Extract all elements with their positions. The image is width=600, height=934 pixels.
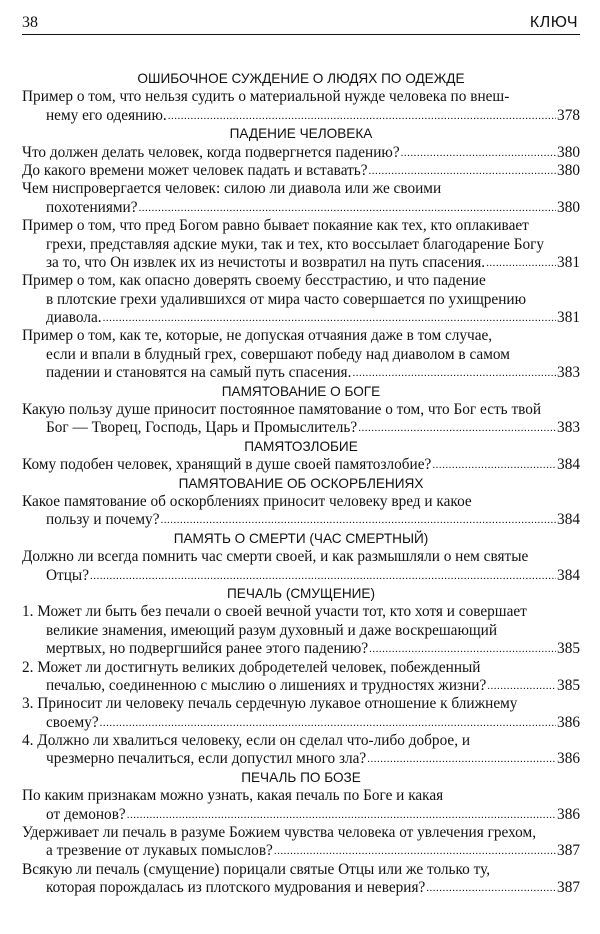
entry-line: [22, 88, 580, 106]
entry-page-number: 381: [557, 253, 580, 271]
running-title: КЛЮЧ: [529, 14, 578, 31]
entry-line: [22, 180, 580, 198]
entry-text: великие знамения, имеющий разум духовный и даже воскрешающий: [46, 621, 498, 639]
entry-page-number: 386: [557, 805, 580, 823]
dot-leader: [358, 419, 556, 437]
entry-line: [22, 511, 580, 529]
dot-leader: [432, 456, 556, 474]
entry-text: Должно ли всегда помнить час смерти своей, и как размышляли о нем святые: [22, 548, 529, 566]
entry-page-number: 378: [557, 106, 580, 124]
entry-text: Какое памятование об оскорблениях приносит человеку вред и какое: [22, 492, 472, 510]
entry-text: Пример о том, что нельзя судить о материальной нужде человека по внеш-: [22, 88, 510, 106]
entry-text: за то, что Он извлек их из нечистоты и возвратил на путь спасения.: [46, 253, 486, 271]
entry-line: [22, 548, 580, 566]
toc-section: [22, 769, 580, 898]
section-heading: ПАДЕНИЕ ЧЕЛОВЕКА: [229, 126, 373, 142]
dot-leader: [369, 640, 556, 658]
toc-entry: [22, 695, 580, 732]
entry-text: мертвых, но подвергшийся ранее этого падению?: [46, 640, 369, 658]
toc-entry: [22, 861, 580, 898]
entry-line: [22, 456, 580, 474]
entry-text: падении и становятся на самый путь спасения.: [46, 364, 352, 382]
entry-line: [22, 787, 580, 805]
entry-page-number: 385: [557, 676, 580, 694]
dot-leader: [367, 750, 556, 768]
entry-page-number: 384: [557, 456, 580, 474]
toc-entry: [22, 732, 580, 769]
entry-text: 3. Приносит ли человеку печаль сердечную лукавое отношение к ближнему: [22, 695, 518, 713]
entry-line: [22, 327, 580, 345]
toc-section: [22, 438, 580, 475]
entry-page-number: 387: [557, 879, 580, 897]
entry-line: [22, 236, 580, 254]
dot-leader: [100, 714, 556, 732]
entry-line: [22, 493, 580, 511]
entry-line: [22, 695, 580, 713]
entry-line: [22, 567, 580, 585]
section-heading: ПАМЯТОВАНИЕ О БОГЕ: [221, 383, 381, 399]
entry-page-number: 384: [557, 566, 580, 584]
dot-leader: [401, 144, 556, 162]
entry-page-number: 381: [557, 309, 580, 327]
entry-line: [22, 806, 580, 824]
entry-text: 2. Может ли достигнуть великих добродетелей человек, побежденный: [22, 658, 481, 676]
toc-entry: [22, 180, 580, 217]
entry-line: [22, 309, 580, 327]
entry-text: Пример о том, что пред Богом равно бывает покаяние как тех, кто оплакивает: [22, 217, 529, 235]
toc-entry: [22, 787, 580, 824]
section-heading: ОШИБОЧНОЕ СУЖДЕНИЕ О ЛЮДЯХ ПО ОДЕЖДЕ: [137, 71, 465, 86]
toc-section: [22, 125, 580, 382]
dot-leader: [161, 511, 557, 529]
entry-line: [22, 824, 580, 842]
entry-text: от демонов?: [46, 805, 126, 823]
entry-text: чрезмерно печалиться, если допустил много зла?: [46, 750, 367, 768]
entry-text: Удерживает ли печаль в разуме Божием чувства человека от увлечения грехом,: [22, 824, 537, 842]
dot-leader: [352, 364, 556, 382]
entry-line: [22, 603, 580, 621]
entry-text: пользу и почему?: [46, 511, 160, 529]
dot-leader: [486, 254, 556, 272]
toc-section: [22, 383, 580, 438]
section-heading: ПАМЯТОЗЛОБИЕ: [244, 438, 358, 454]
entry-line: [22, 254, 580, 272]
entry-text: диавола.: [46, 309, 102, 327]
entry-text: похотениями?: [46, 198, 138, 216]
entry-page-number: 380: [557, 161, 580, 179]
entry-line: [22, 291, 580, 309]
toc-section: [22, 70, 580, 125]
entry-line: [22, 217, 580, 235]
entry-line: [22, 346, 580, 364]
dot-leader: [90, 567, 556, 585]
section-heading: ПЕЧАЛЬ (СМУЩЕНИЕ): [226, 585, 376, 601]
toc-entry: [22, 144, 580, 162]
toc-entry: [22, 88, 580, 125]
entry-page-number: 383: [557, 419, 580, 437]
entry-text: Бог — Творец, Господь, Царь и Промыслитель?: [46, 419, 358, 437]
toc-entry: [22, 603, 580, 658]
entry-text: 1. Может ли быть без печали о своей вечной участи тот, кто хотя и совершает: [22, 603, 527, 621]
entry-line: [22, 622, 580, 640]
entry-line: [22, 162, 580, 180]
entry-page-number: 386: [557, 750, 580, 768]
entry-line: [22, 677, 580, 695]
entry-line: [22, 750, 580, 768]
entry-line: [22, 364, 580, 382]
toc-entry: [22, 401, 580, 438]
dot-leader: [369, 162, 557, 180]
entry-line: [22, 842, 580, 860]
entry-text: Что должен делать человек, когда подвергнется падению?: [22, 143, 400, 161]
entry-text: Пример о том, как опасно доверять своему бесстрастию, и что падение: [22, 272, 486, 290]
entry-text: а трезвение от лукавых помыслов?: [46, 842, 273, 860]
entry-text: если и впали в блудный грех, совершают победу над диаволом в самом: [46, 345, 510, 363]
entry-text: печалью, соединенною с мыслию о лишениях и трудностях жизни?: [46, 676, 487, 694]
entry-text: Кому подобен человек, хранящий в душе своей памятозлобие?: [22, 456, 432, 474]
entry-page-number: 386: [557, 713, 580, 731]
section-heading: ПАМЯТОВАНИЕ ОБ ОСКОРБЛЕНИЯХ: [178, 475, 424, 491]
entry-line: [22, 879, 580, 897]
toc-section: [22, 585, 580, 769]
toc-entry: [22, 272, 580, 327]
entry-text: грехи, представляя адские муки, так и тех, кто воссылает благодарение Богу: [46, 235, 545, 253]
dot-leader: [103, 309, 556, 327]
entry-line: [22, 861, 580, 879]
entry-line: [22, 199, 580, 217]
entry-line: [22, 640, 580, 658]
toc-entry: [22, 327, 580, 382]
toc-entry: [22, 456, 580, 474]
page-number: 38: [22, 14, 38, 31]
dot-leader: [139, 199, 557, 217]
entry-page-number: 380: [557, 198, 580, 216]
entry-text: нему его одеянию.: [46, 106, 167, 124]
entry-page-number: 383: [557, 364, 580, 382]
entry-text: Пример о том, как те, которые, не допуская отчаяния даже в том случае,: [22, 327, 493, 345]
toc-entry: [22, 548, 580, 585]
entry-line: [22, 419, 580, 437]
entry-text: Чем ниспровергается человек: силою ли диавола или же своими: [22, 180, 442, 198]
dot-leader: [274, 842, 556, 860]
toc-section: [22, 475, 580, 530]
entry-text: До какого времени может человек падать и вставать?: [22, 161, 368, 179]
entry-line: [22, 107, 580, 125]
entry-page-number: 380: [557, 143, 580, 161]
toc-entry: [22, 493, 580, 530]
entry-page-number: 384: [557, 511, 580, 529]
entry-text: Всякую ли печаль (смущение) порицали святые Отцы или же только ту,: [22, 860, 491, 878]
entry-text: 4. Должно ли хвалиться человеку, если он сделал что-либо доброе, и: [22, 732, 471, 750]
dot-leader: [127, 806, 556, 824]
entry-text: в плотские грехи удалившихся от мира часто совершается по ухищрению: [46, 290, 526, 308]
toc-entry: [22, 162, 580, 180]
page-header: [22, 12, 580, 35]
entry-page-number: 385: [557, 640, 580, 658]
dot-leader: [487, 677, 556, 695]
entry-line: [22, 714, 580, 732]
entry-line: [22, 401, 580, 419]
toc-section: [22, 530, 580, 585]
entry-line: [22, 659, 580, 677]
entry-text: своему?: [46, 713, 99, 731]
dot-leader: [168, 107, 556, 125]
entry-line: [22, 732, 580, 750]
entry-page-number: 387: [557, 842, 580, 860]
toc-entry: [22, 217, 580, 272]
entry-line: [22, 144, 580, 162]
toc-entry: [22, 824, 580, 861]
entry-text: По каким признакам можно узнать, какая печаль по Боге и какая: [22, 787, 444, 805]
entry-line: [22, 272, 580, 290]
entry-text: которая порождалась из плотского мудрования и неверия?: [46, 879, 426, 897]
dot-leader: [426, 879, 556, 897]
entry-text: Какую пользу душе приносит постоянное памятование о том, что Бог есть твой: [22, 401, 542, 419]
toc-entry: [22, 659, 580, 696]
section-heading: ПАМЯТЬ О СМЕРТИ (ЧАС СМЕРТНЫЙ): [173, 530, 429, 546]
section-heading: ПЕЧАЛЬ ПО БОЗЕ: [241, 769, 361, 785]
table-of-contents: [22, 70, 580, 898]
entry-text: Отцы?: [46, 566, 89, 584]
